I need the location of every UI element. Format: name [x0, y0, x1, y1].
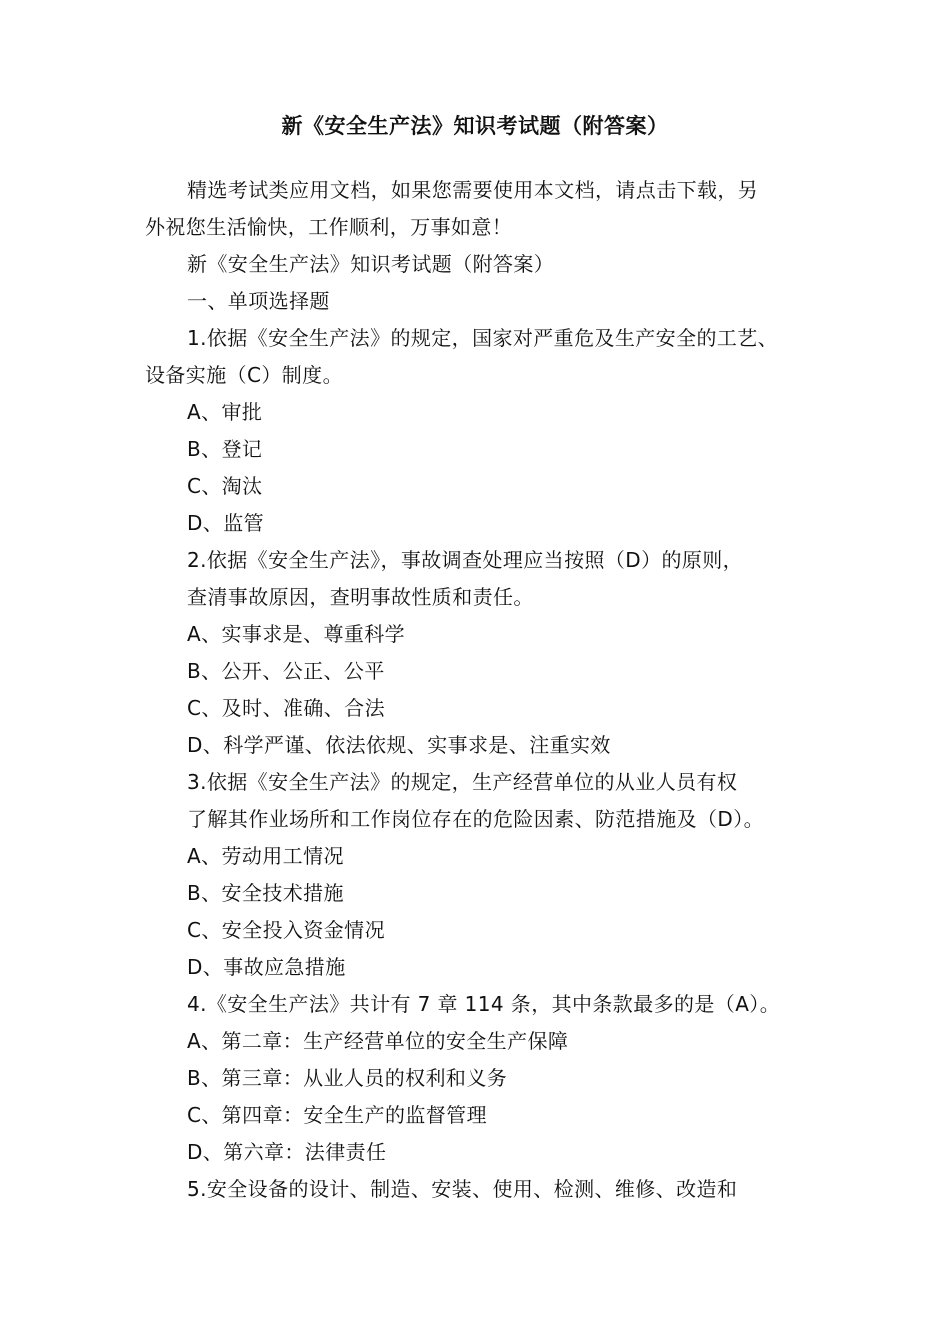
question-3-option-c: C、安全投入资金情况 — [187, 918, 385, 942]
question-2-option-a: A、实事求是、尊重科学 — [187, 622, 406, 646]
question-2-line-1: 2.依据《安全生产法》，事故调查处理应当按照（D）的原则， — [187, 548, 744, 572]
question-2-option-b: B、公开、公正、公平 — [187, 659, 385, 683]
question-1-option-a: A、审批 — [187, 400, 263, 424]
question-1-option-d: D、监管 — [187, 511, 265, 535]
question-4-option-d: D、第六章：法律责任 — [187, 1140, 387, 1164]
question-2-line-2: 查清事故原因，查明事故性质和责任。 — [187, 585, 534, 609]
subtitle-line: 新《安全生产法》知识考试题（附答案） — [187, 252, 555, 276]
question-3-line-2: 了解其作业场所和工作岗位存在的危险因素、防范措施及（D）。 — [187, 807, 764, 831]
question-2-option-c: C、及时、准确、合法 — [187, 696, 385, 720]
question-4-line-1: 4.《安全生产法》共计有 7 章 114 条，其中条款最多的是（A）。 — [187, 992, 781, 1016]
question-1-option-c: C、淘汰 — [187, 474, 263, 498]
question-3-option-d: D、事故应急措施 — [187, 955, 346, 979]
question-4-option-c: C、第四章：安全生产的监督管理 — [187, 1103, 487, 1127]
question-3-line-1: 3.依据《安全生产法》的规定，生产经营单位的从业人员有权 — [187, 770, 738, 794]
question-4-option-b: B、第三章：从业人员的权利和义务 — [187, 1066, 508, 1090]
section-heading: 一、单项选择题 — [187, 289, 330, 313]
question-3-option-a: A、劳动用工情况 — [187, 844, 344, 868]
question-5-line-1: 5.安全设备的设计、制造、安装、使用、检测、维修、改造和 — [187, 1177, 738, 1201]
intro-line-2: 外祝您生活愉快，工作顺利，万事如意！ — [145, 215, 513, 239]
question-4-option-a: A、第二章：生产经营单位的安全生产保障 — [187, 1029, 569, 1053]
document-title: 新《安全生产法》知识考试题（附答案） — [281, 114, 669, 138]
question-1-line-1: 1.依据《安全生产法》的规定，国家对严重危及生产安全的工艺、 — [187, 326, 779, 350]
question-3-option-b: B、安全技术措施 — [187, 881, 344, 905]
intro-line-1: 精选考试类应用文档，如果您需要使用本文档，请点击下载，另 — [187, 178, 759, 202]
question-1-line-2: 设备实施（C）制度。 — [145, 363, 343, 387]
question-2-option-d: D、科学严谨、依法依规、实事求是、注重实效 — [187, 733, 611, 757]
question-1-option-b: B、登记 — [187, 437, 263, 461]
